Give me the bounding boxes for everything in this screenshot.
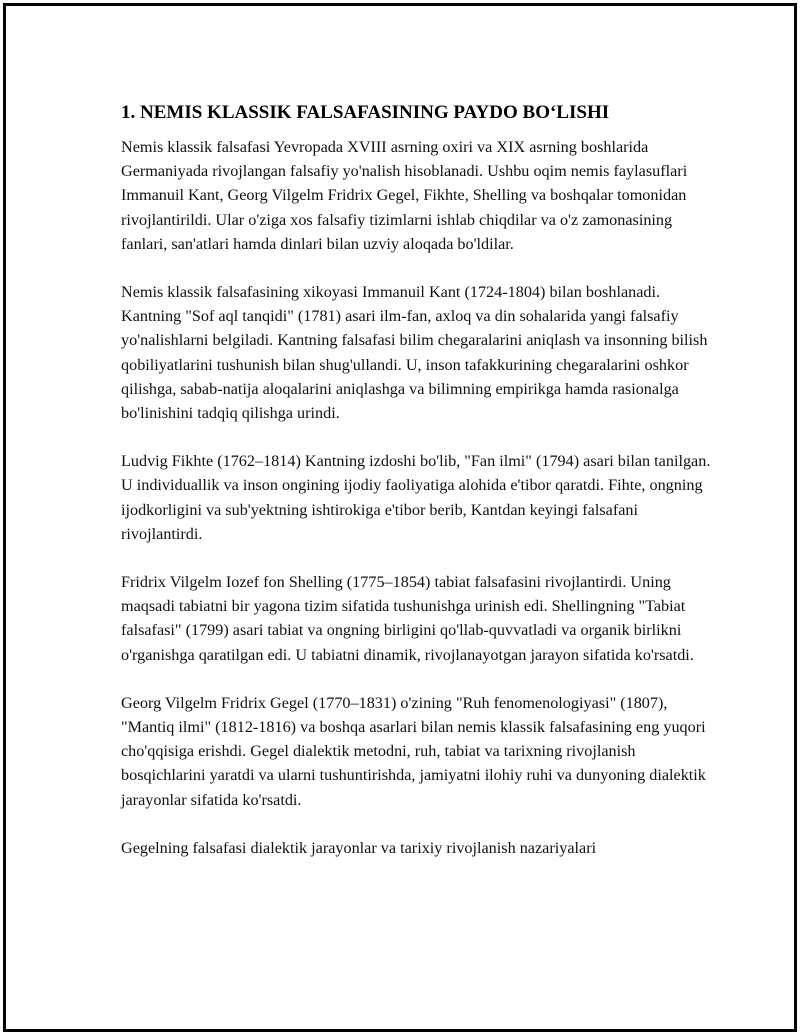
paragraph-hegel-continued: Gegelning falsafasi dialektik jarayonlar va tarixiy rivojlanish nazariyalari (121, 838, 597, 857)
paragraph-schelling: Fridrix Vilgelm Iozef fon Shelling (1775–1854) tabiat falsafasini rivojlantirdi. Uning maqsadi tabiatni bir yagona tizim sifatida tushunishga urinish edi. Shellingning "Tabiat falsafasi" (1799) asari tabiat va ongning birligini qo'llab-quvvatladi va organik birlikni o'rganishga qaratilgan edi. U tabiatni dinamik, rivojlanayotgan jarayon sifatida ko'rsatdi. (121, 573, 694, 664)
paragraph-fichte: Ludvig Fikhte (1762–1814) Kantning izdoshi bo'lib, "Fan ilmi" (1794) asari bilan tanilgan. U individuallik va inson ongining ijodiy faoliyatiga alohida e'tibor qaratdi. Fihte, ongning ijodkorligini va sub'yektning ishtirokiga e'tibor berib, Kantdan keyingi falsafani rivojlantirdi. (121, 452, 711, 543)
page-frame (3, 3, 797, 1032)
paragraph-intro: Nemis klassik falsafasi Yevropada XVIII asrning oxiri va XIX asrning boshlarida Germaniyada rivojlangan falsafiy yo'nalish hisoblanadi. Ushbu oqim nemis faylasuflari Immanuil Kant, Georg Vilgelm Fridrix Gegel, Fikhte, Shelling va boshqalar tomonidan rivojlantirildi. Ular o'ziga xos falsafiy tizimlarni ishlab chiqdilar va o'z zamonasining fanlari, san'atlari hamda dinlari bilan uzviy aloqada bo'ldilar. (121, 138, 688, 253)
document-body (121, 101, 711, 884)
paragraph-hegel: Georg Vilgelm Fridrix Gegel (1770–1831) o'zining "Ruh fenomenologiyasi" (1807), "Mantiq ilmi" (1812-1816) va boshqa asarlari bilan nemis klassik falsafasining eng yuqori cho'qqisiga erishdi. Gegel dialektik metodni, ruh, tabiat va tarixning rivojlanish bosqichlarini yaratdi va ularni tushuntirishda, jamiyatni ilohiy ruhi va dunyoning dialektik jarayonlar sifatida ko'rsatdi. (121, 693, 706, 809)
paragraph-kant: Nemis klassik falsafasining xikoyasi Immanuil Kant (1724-1804) bilan boshlanadi. Kantning "Sof aql tanqidi" (1781) asari ilm-fan, axloq va din sohalarida yangi falsafiy yo'nalishlarni belgiladi. Kantning falsafasi bilim chegaralarini aniqlash va insonning bilish qobiliyatlarini tushunish bilan shug'ullandi. U, inson tafakkurining chegaralarini oshkor qilishga, sabab-natija aloqalarini aniqlashga va bilimning empirikga hamda rasionalga bo'linishini tadqiq qilishga urindi. (121, 283, 708, 423)
section-heading: 1. NEMIS KLASSIK FALSAFASINING PAYDO BO‘LISHI (121, 102, 610, 123)
